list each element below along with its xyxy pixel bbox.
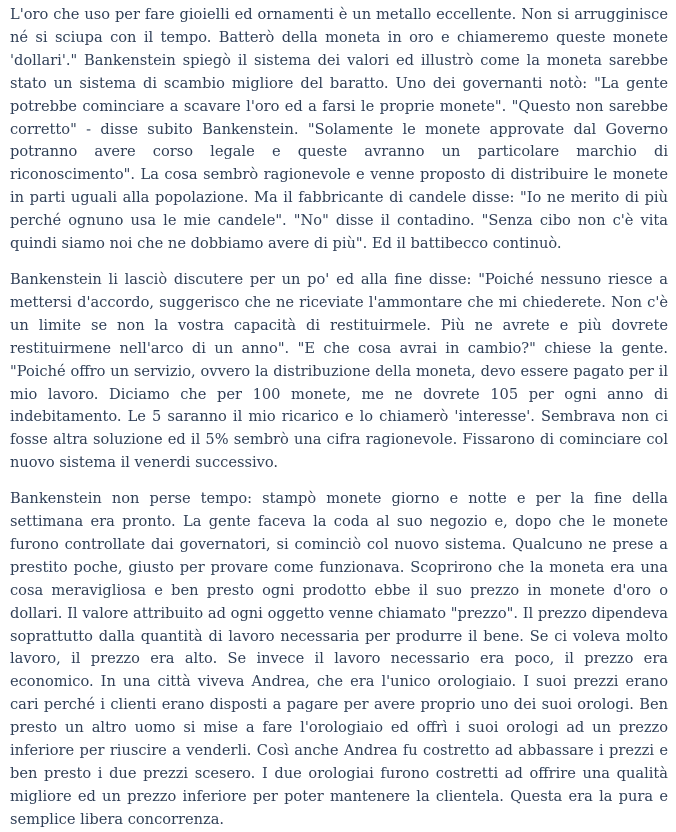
paragraph-1: L'oro che uso per fare gioielli ed ornamenti è un metallo eccellente. Non si arrugginisce né si sciupa con il tempo. Batterò della moneta in oro e chiameremo queste monete 'dollari'." Bankenstein spiegò il sistema dei valori ed illustrò come la moneta sarebbe stato un sistema di scambio migliore del baratto. Uno dei governanti notò: "La gente potrebbe cominciare a scavare l'oro ed a farsi le proprie monete". "Questo non sarebbe corretto" - disse subito Bankenstein. "Solamente le monete approvate dal Governo potranno avere corso legale e queste avranno un particolare marchio di riconoscimento". La cosa sembrò ragionevole e venne proposto di distribuire le monete in parti uguali alla popolazione. Ma il fabbricante di candele disse: "Io ne merito di più perché ognuno usa le mie candele". "No" disse il contadino. "Senza cibo non c'è vita quindi siamo noi che ne dobbiamo avere di più". Ed il battibecco continuò. [10, 6, 668, 253]
paragraph-2: Bankenstein li lasciò discutere per un po' ed alla fine disse: "Poiché nessuno riesce a mettersi d'accordo, suggerisco che ne riceviate l'ammontare che mi chiederete. Non c'è un limite se non la vostra capacità di restituirmele. Più ne avrete e più dovrete restituirmene nell'arco di un anno". "E che cosa avrai in cambio?" chiese la gente. "Poiché offro un servizio, ovvero la distribuzione della moneta, devo essere pagato per il mio lavoro. Diciamo che per 100 monete, me ne dovrete 105 per ogni anno di indebitamento. Le 5 saranno il mio ricarico e lo chiamerò 'interesse'. Sembrava non ci fosse altra soluzione ed il 5% sembrò una cifra ragionevole. Fissarono di cominciare col nuovo sistema il venerdi successivo. [10, 270, 668, 472]
paragraph-3: Bankenstein non perse tempo: stampò monete giorno e notte e per la fine della settimana era pronto. La gente faceva la coda al suo negozio e, dopo che le monete furono controllate dai governatori, si cominciò col nuovo sistema. Qualcuno ne prese a prestito poche, giusto per provare come funzionava. Scoprirono che la moneta era una cosa meravigliosa e ben presto ogni prodotto ebbe il suo prezzo in monete d'oro o dollari. Il valore attribuito ad ogni oggetto venne chiamato "prezzo". Il prezzo dipendeva soprattutto dalla quantità di lavoro necessaria per produrre il bene. Se ci voleva molto lavoro, il prezzo era alto. Se invece il lavoro necessario era poco, il prezzo era economico. In una città viveva Andrea, che era l'unico orologiaio. I suoi prezzi erano cari perché i clienti erano disposti a pagare per avere proprio uno dei suoi orologi. Ben presto un altro uomo si mise a fare l'orologiaio ed offrì i suoi orologi ad un prezzo inferiore per riuscire a venderli. Così anche Andrea fu costretto ad abbassare i prezzi e ben presto i due prezzi scesero. I due orologiai furono costretti ad offrire una qualità migliore ed un prezzo inferiore per poter mantenere la clientela. Questa era la pura e semplice libera concorrenza. [10, 490, 668, 828]
